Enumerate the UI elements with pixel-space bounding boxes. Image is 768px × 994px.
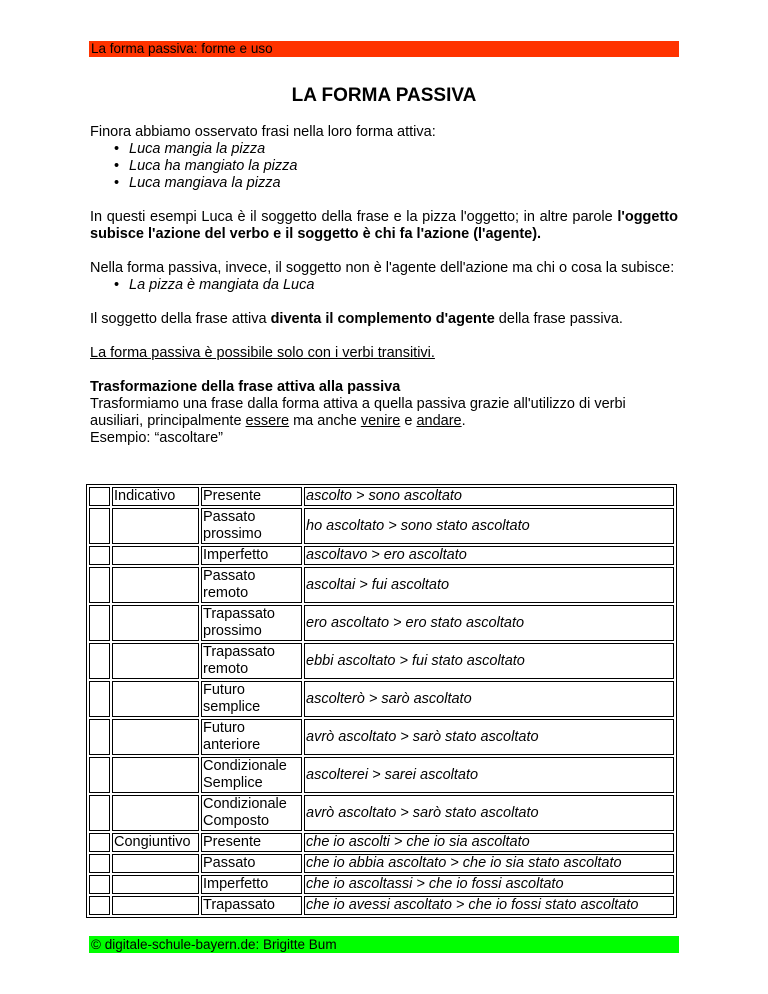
- mood-cell: [112, 681, 199, 717]
- form-cell: avrò ascoltato > sarò stato ascoltato: [304, 795, 674, 831]
- form-cell: ascolterei > sarei ascoltato: [304, 757, 674, 793]
- row-marker-cell: [89, 757, 110, 793]
- tense-cell: Presente: [201, 833, 302, 852]
- tense-cell: Imperfetto: [201, 875, 302, 894]
- form-cell: ascoltai > fui ascoltato: [304, 567, 674, 603]
- list-item: • Luca ha mangiato la pizza: [90, 158, 678, 175]
- table-row: [89, 833, 674, 852]
- table-row: [89, 567, 674, 603]
- row-marker-cell: [89, 854, 110, 873]
- tense-cell: Condizionale Semplice: [201, 757, 302, 793]
- row-marker-cell: [89, 896, 110, 915]
- form-cell: ero ascoltato > ero stato ascoltato: [304, 605, 674, 641]
- table-row: [89, 508, 674, 544]
- table-row: [89, 605, 674, 641]
- transitive-note: La forma passiva è possibile solo con i verbi transitivi.: [90, 345, 435, 361]
- tense-cell: Trapassato prossimo: [201, 605, 302, 641]
- section-text: Trasformiamo una frase dalla forma attiva a quella passiva grazie all'utilizzo di verbi ausiliari, principalmente essere ma anche venire e andare.: [90, 396, 626, 429]
- tense-cell: Futuro anteriore: [201, 719, 302, 755]
- mood-cell: [112, 567, 199, 603]
- tense-cell: Futuro semplice: [201, 681, 302, 717]
- intro-text: Finora abbiamo osservato frasi nella loro forma attiva:: [90, 124, 436, 140]
- table-row: [89, 719, 674, 755]
- mood-cell: [112, 896, 199, 915]
- form-cell: ascoltavo > ero ascoltato: [304, 546, 674, 565]
- row-marker-cell: [89, 567, 110, 603]
- mood-cell: [112, 854, 199, 873]
- form-cell: che io ascoltassi > che io fossi ascoltato: [304, 875, 674, 894]
- tense-cell: Imperfetto: [201, 546, 302, 565]
- row-marker-cell: [89, 795, 110, 831]
- form-cell: ascolterò > sarò ascoltato: [304, 681, 674, 717]
- conjugation-table: [86, 484, 677, 918]
- form-cell: ho ascoltato > sono stato ascoltato: [304, 508, 674, 544]
- mood-cell: [112, 875, 199, 894]
- page-header: La forma passiva: forme e uso: [89, 41, 679, 57]
- section-heading: Trasformazione della frase attiva alla passiva: [90, 379, 401, 395]
- form-cell: ascolto > sono ascoltato: [304, 487, 674, 506]
- agent-paragraph: Il soggetto della frase attiva diventa il complemento d'agente della frase passiva.: [90, 311, 623, 327]
- explanation-paragraph: In questi esempi Luca è il soggetto della frase e la pizza l'oggetto; in altre parole l'oggetto subisce l'azione del verbo e il soggetto è chi fa l'azione (l'agente).: [90, 209, 678, 242]
- table-row: [89, 896, 674, 915]
- mood-cell: [112, 605, 199, 641]
- table-row: [89, 757, 674, 793]
- table-row: [89, 487, 674, 506]
- row-marker-cell: [89, 487, 110, 506]
- table-row: [89, 854, 674, 873]
- table-row: [89, 875, 674, 894]
- mood-cell: [112, 757, 199, 793]
- tense-cell: Trapassato remoto: [201, 643, 302, 679]
- form-cell: che io abbia ascoltato > che io sia stato ascoltato: [304, 854, 674, 873]
- tense-cell: Presente: [201, 487, 302, 506]
- form-cell: ebbi ascoltato > fui stato ascoltato: [304, 643, 674, 679]
- key-concept: l'oggetto subisce l'azione del verbo e il soggetto è chi fa l'azione (l'agente).: [90, 209, 678, 242]
- mood-cell: [112, 795, 199, 831]
- tense-cell: Passato remoto: [201, 567, 302, 603]
- row-marker-cell: [89, 833, 110, 852]
- tense-cell: Condizionale Composto: [201, 795, 302, 831]
- mood-cell: [112, 643, 199, 679]
- row-marker-cell: [89, 546, 110, 565]
- table-row: [89, 643, 674, 679]
- form-cell: avrò ascoltato > sarò stato ascoltato: [304, 719, 674, 755]
- list-item: • Luca mangia la pizza: [90, 141, 678, 158]
- row-marker-cell: [89, 875, 110, 894]
- mood-cell: [112, 508, 199, 544]
- mood-cell: Indicativo: [112, 487, 199, 506]
- row-marker-cell: [89, 605, 110, 641]
- mood-cell: [112, 546, 199, 565]
- form-cell: che io ascolti > che io sia ascoltato: [304, 833, 674, 852]
- tense-cell: Trapassato: [201, 896, 302, 915]
- active-examples-list: [90, 141, 678, 192]
- row-marker-cell: [89, 681, 110, 717]
- mood-cell: Congiuntivo: [112, 833, 199, 852]
- passive-examples-list: [90, 277, 678, 294]
- document-body: [90, 85, 678, 447]
- tense-cell: Passato: [201, 854, 302, 873]
- example-label: Esempio: “ascoltare”: [90, 430, 223, 446]
- row-marker-cell: [89, 643, 110, 679]
- table-row: [89, 546, 674, 565]
- list-item: • La pizza è mangiata da Luca: [90, 277, 678, 294]
- page-footer: © digitale-schule-bayern.de: Brigitte Bum: [89, 936, 679, 953]
- form-cell: che io avessi ascoltato > che io fossi stato ascoltato: [304, 896, 674, 915]
- row-marker-cell: [89, 719, 110, 755]
- list-item: • Luca mangiava la pizza: [90, 175, 678, 192]
- page-title: LA FORMA PASSIVA: [291, 85, 477, 106]
- passive-paragraph: Nella forma passiva, invece, il soggetto non è l'agente dell'azione ma chi o cosa la subisce:: [90, 260, 675, 276]
- mood-cell: [112, 719, 199, 755]
- tense-cell: Passato prossimo: [201, 508, 302, 544]
- table-row: [89, 681, 674, 717]
- row-marker-cell: [89, 508, 110, 544]
- table-row: [89, 795, 674, 831]
